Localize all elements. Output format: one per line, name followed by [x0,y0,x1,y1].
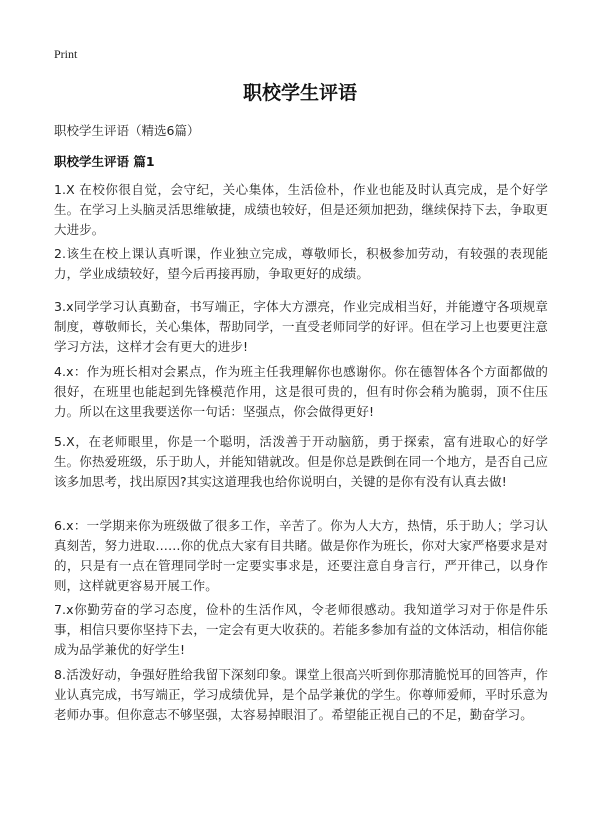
comment-paragraph-3: 3.x同学学习认真勤奋，书写端正，字体大方漂亮，作业完成相当好，并能遵守各项规章制度，尊敬师长，关心集体，帮助同学，一直受老师同学的好评。但在学习上也要更注意学习方法，这样才会有更大的进步! [54,299,548,354]
comment-paragraph-8: 8.活泼好动，争强好胜给我留下深刻印象。课堂上很高兴听到你那清脆悦耳的回答声，作业认真完成，书写端正，学习成绩优异，是个品学兼优的学生。你尊师爱师，平时乐意为老师办事。但你意志不够坚强，太容易掉眼泪了。希望能正视自己的不足，勤奋学习。 [54,667,548,722]
comment-paragraph-6: 6.x：一学期来你为班级做了很多工作，辛苦了。你为人大方，热情，乐于助人；学习认真刻苦，努力进取……你的优点大家有目共睹。做是你作为班长，你对大家严格要求是对的，只是有一点在管理同学时一定要实事求是，还要注意自身言行，严开律己，以身作则，这样就更容易开展工作。 [54,518,548,593]
print-link[interactable]: Print [54,47,78,61]
document-subtitle: 职校学生评语（精选6篇） [54,123,200,138]
comment-paragraph-5: 5.X，在老师眼里，你是一个聪明，活泼善于开动脑筋，勇于探索，富有进取心的好学生。你热爱班级，乐于助人，并能知错就改。但是你总是跌倒在同一个地方，是否自己应该多加思考，找出原因?其实这道理我也给你说明白，关键的是你有没有认真去做! [54,434,548,489]
comment-paragraph-2: 2.该生在校上课认真听课，作业独立完成，尊敬师长，积极参加劳动，有较强的表现能力，学业成绩较好，望今后再接再励，争取更好的成绩。 [54,246,548,281]
comment-paragraph-4: 4.x：作为班长相对会累点，作为班主任我理解你也感谢你。你在德智体各个方面都做的很好，在班里也能起到先锋模范作用，这是很可贵的，但有时你会稍为脆弱，顶不住压力。所以在这里我要送你一句话：坚强点，你会做得更好! [54,364,548,419]
comment-paragraph-7: 7.x你勤劳奋的学习态度，俭朴的生活作风，令老师很感动。我知道学习对于你是件乐事，相信只要你坚持下去，一定会有更大收获的。若能多参加有益的文体活动，相信你能成为品学兼优的好学生! [54,602,548,657]
section-heading: 职校学生评语 篇1 [54,154,155,169]
comment-paragraph-1: 1.X 在校你很自觉，会守纪，关心集体，生活俭朴，作业也能及时认真完成，是个好学生。在学习上头脑灵活思维敏捷，成绩也较好，但是还须加把劲，继续保持下去，争取更大进步。 [54,182,548,237]
document-title: 职校学生评语 [242,82,357,104]
